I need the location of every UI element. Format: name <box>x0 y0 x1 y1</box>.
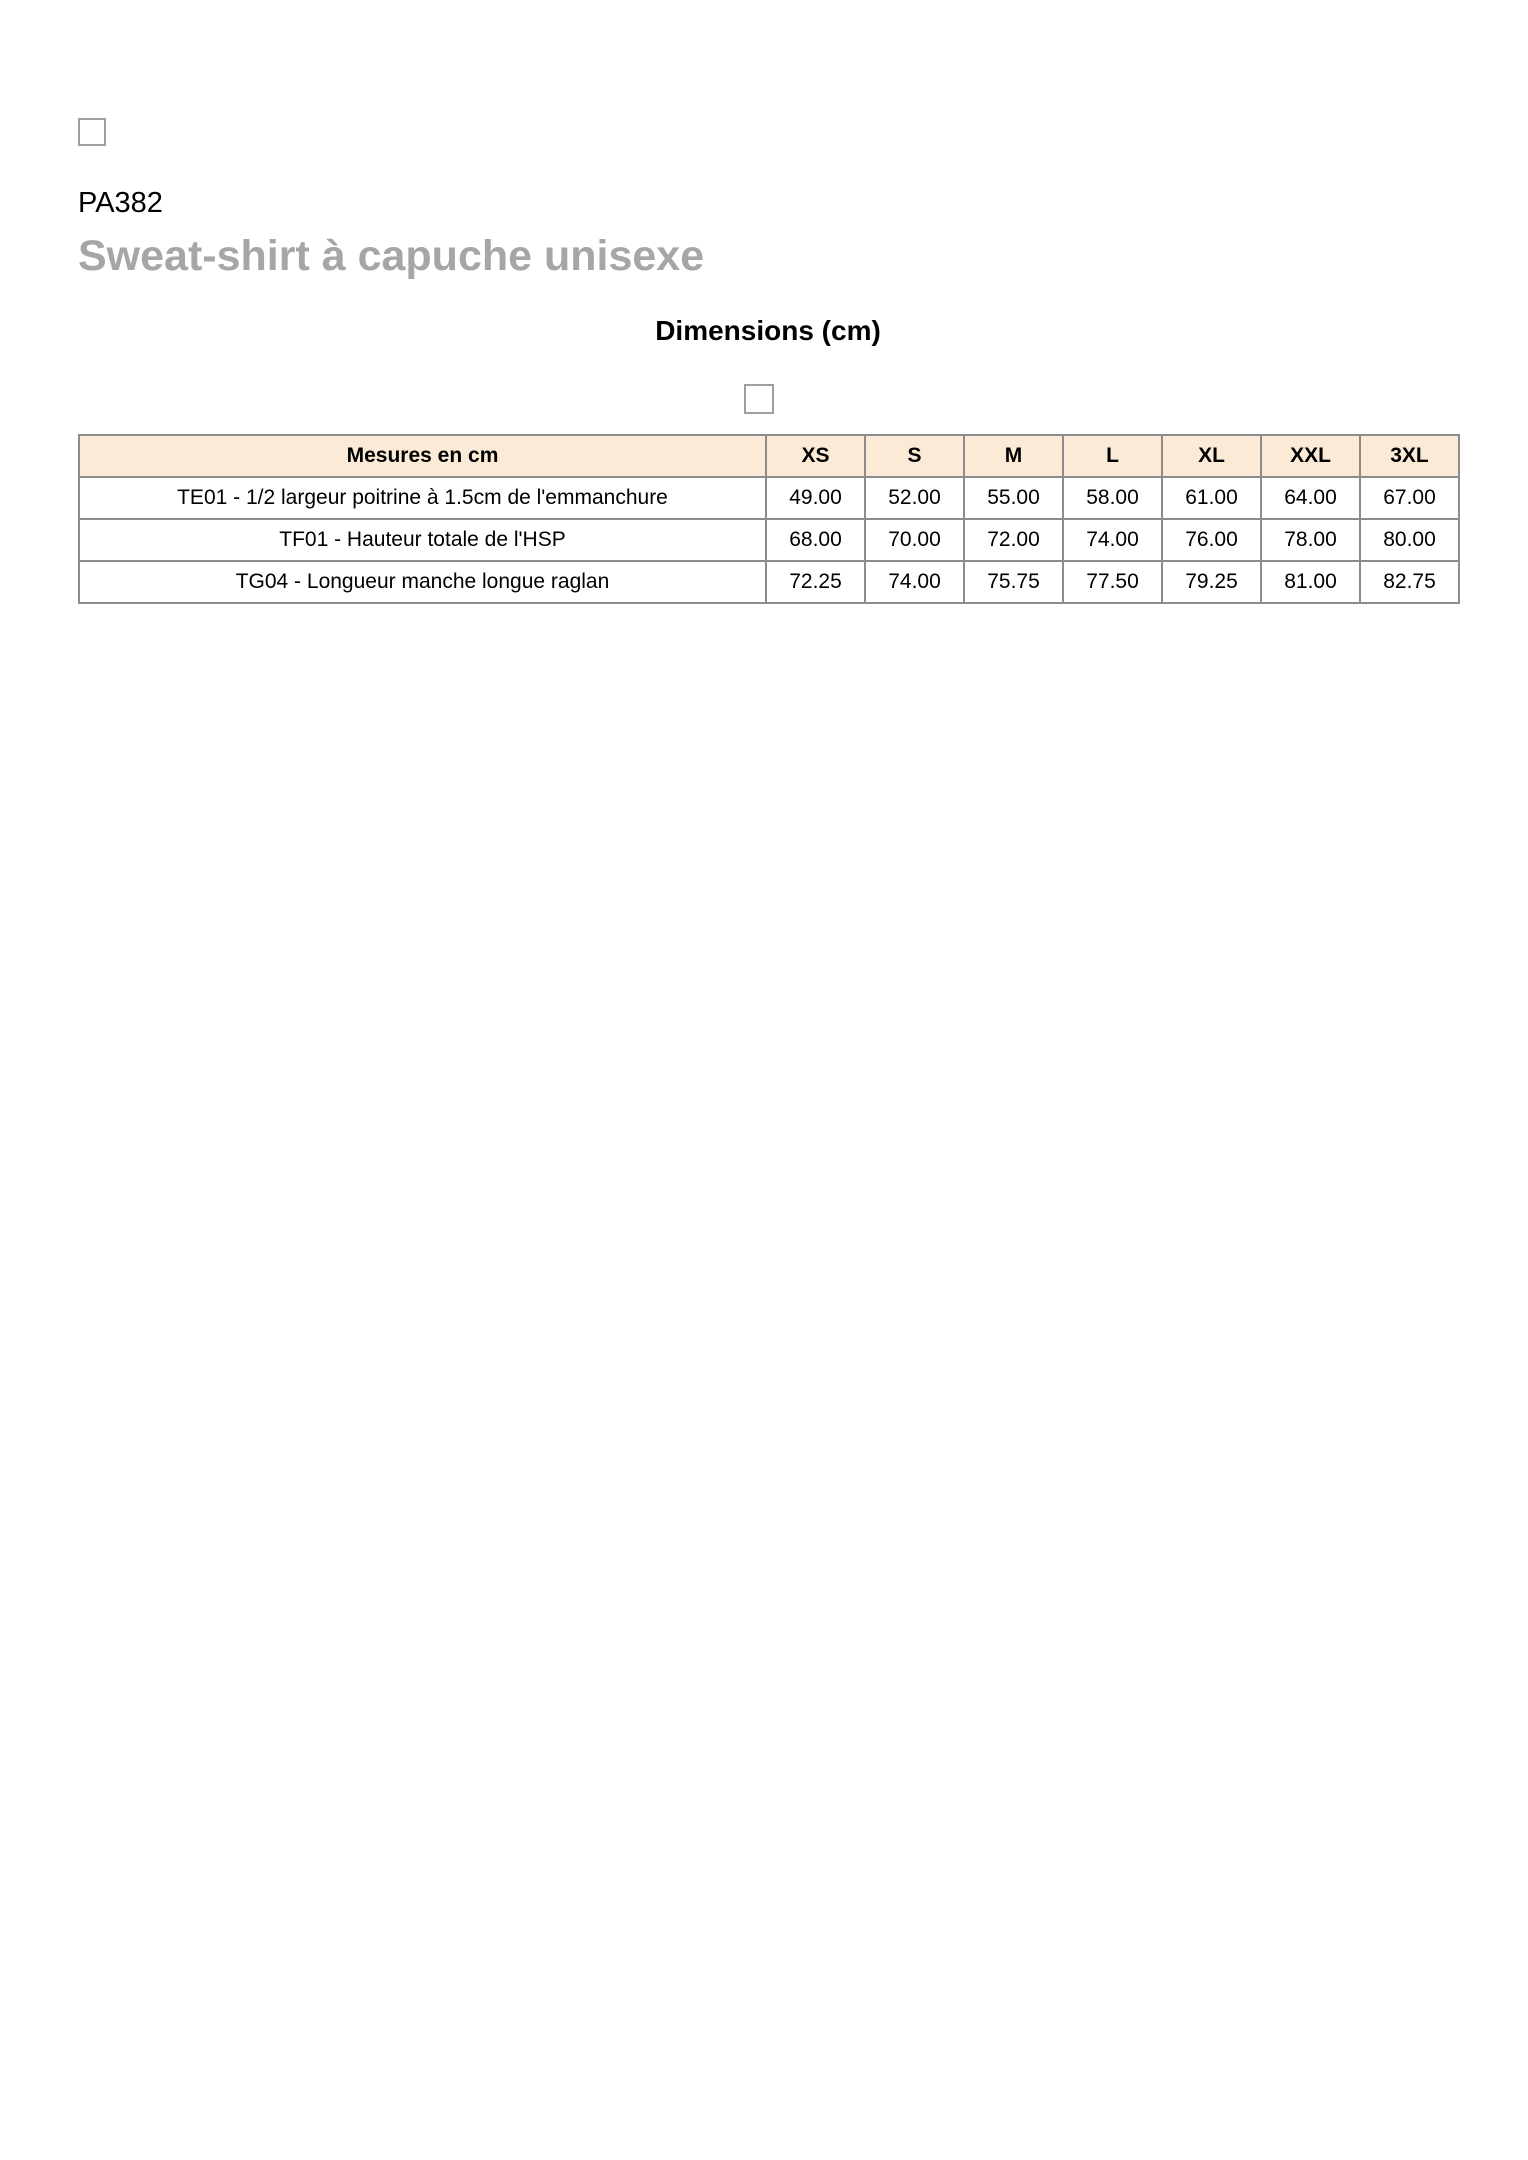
measure-value: 72.00 <box>964 519 1063 561</box>
size-chart-table <box>78 434 1460 604</box>
measure-value: 61.00 <box>1162 477 1261 519</box>
measure-value: 64.00 <box>1261 477 1360 519</box>
measure-value: 55.00 <box>964 477 1063 519</box>
column-header-size: L <box>1063 435 1162 477</box>
measure-value: 76.00 <box>1162 519 1261 561</box>
measure-label: TF01 - Hauteur totale de l'HSP <box>79 519 766 561</box>
measure-value: 79.25 <box>1162 561 1261 603</box>
table-row <box>79 519 1459 561</box>
measure-value: 74.00 <box>865 561 964 603</box>
measure-value: 74.00 <box>1063 519 1162 561</box>
measure-value: 77.50 <box>1063 561 1162 603</box>
measure-value: 58.00 <box>1063 477 1162 519</box>
product-title: Sweat-shirt à capuche unisexe <box>78 232 705 280</box>
measure-label: TE01 - 1/2 largeur poitrine à 1.5cm de l'emmanchure <box>79 477 766 519</box>
measure-value: 80.00 <box>1360 519 1459 561</box>
table-row <box>79 561 1459 603</box>
column-header-size: 3XL <box>1360 435 1459 477</box>
table-row <box>79 477 1459 519</box>
measure-value: 52.00 <box>865 477 964 519</box>
column-header-size: M <box>964 435 1063 477</box>
column-header-size: XL <box>1162 435 1261 477</box>
measure-value: 68.00 <box>766 519 865 561</box>
column-header-size: XS <box>766 435 865 477</box>
measure-value: 70.00 <box>865 519 964 561</box>
column-header-size: XXL <box>1261 435 1360 477</box>
dimensions-section-title: Dimensions (cm) <box>655 315 881 346</box>
measure-value: 81.00 <box>1261 561 1360 603</box>
measure-value: 67.00 <box>1360 477 1459 519</box>
measure-value: 49.00 <box>766 477 865 519</box>
column-header-size: S <box>865 435 964 477</box>
measure-value: 72.25 <box>766 561 865 603</box>
measure-value: 78.00 <box>1261 519 1360 561</box>
dimensions-image-placeholder-icon <box>744 384 774 414</box>
measure-value: 82.75 <box>1360 561 1459 603</box>
product-reference: PA382 <box>78 187 163 219</box>
measure-label: TG04 - Longueur manche longue raglan <box>79 561 766 603</box>
logo-image-placeholder-icon <box>78 118 106 146</box>
measure-value: 75.75 <box>964 561 1063 603</box>
column-header-measures: Mesures en cm <box>79 435 766 477</box>
table-header-row <box>79 435 1459 477</box>
